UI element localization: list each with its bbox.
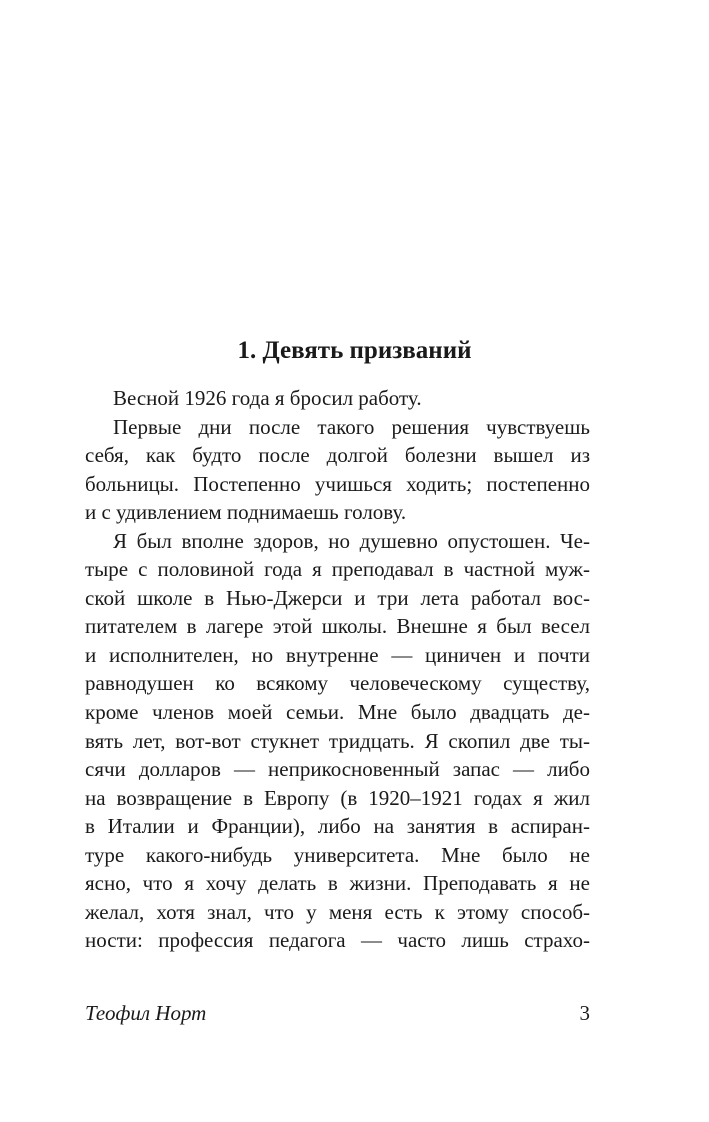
- page-number: 3: [579, 1001, 590, 1025]
- text-line: туре какого-нибудь университета. Мне было не: [85, 842, 590, 867]
- text-line: сячи долларов — неприкосновенный запас — либо: [85, 757, 590, 782]
- text-line: больницы. Постепенно учишься ходить; постепенно: [85, 471, 590, 496]
- text-line: ской школе в Нью-Джерси и три лета работал вос-: [85, 585, 590, 610]
- text-line: Первые дни после такого решения чувствуешь: [113, 414, 590, 439]
- chapter-title: 1. Девять призваний: [237, 337, 472, 364]
- text-line: и исполнителен, но внутренне — циничен и почти: [85, 642, 590, 667]
- paragraph-1: [85, 384, 590, 413]
- text-line: ясно, что я хочу делать в жизни. Преподавать я не: [85, 871, 590, 896]
- text-line: Я был вполне здоров, но душевно опустошен. Че-: [113, 528, 590, 553]
- text-line: ности: профессия педагога — часто лишь страхо-: [85, 928, 590, 953]
- text-line: желал, хотя знал, что у меня есть к этому способ-: [85, 899, 590, 924]
- paragraph-2: [85, 413, 590, 527]
- text-line: на возвращение в Европу (в 1920–1921 годах я жил: [85, 785, 590, 810]
- text-line: в Италии и Франции), либо на занятия в аспиран-: [85, 814, 590, 839]
- text-line: кроме членов моей семьи. Мне было двадцать де-: [85, 700, 590, 725]
- text-line: себя, как будто после долгой болезни вышел из: [85, 443, 590, 468]
- text-line: Весной 1926 года я бросил работу.: [113, 386, 422, 410]
- text-line: равнодушен ко всякому человеческому существу,: [85, 671, 590, 696]
- text-line: тыре с половиной года я преподавал в частной муж-: [85, 557, 590, 582]
- running-footer-author: Теофил Норт: [85, 1001, 207, 1025]
- body-text: [85, 384, 590, 955]
- text-line: вять лет, вот-вот стукнет тридцать. Я скопил две ты-: [85, 728, 590, 753]
- text-line: и с удивлением поднимаешь голову.: [85, 500, 407, 525]
- text-line: питателем в лагере этой школы. Внешне я был весел: [85, 614, 590, 639]
- paragraph-3: [85, 527, 590, 955]
